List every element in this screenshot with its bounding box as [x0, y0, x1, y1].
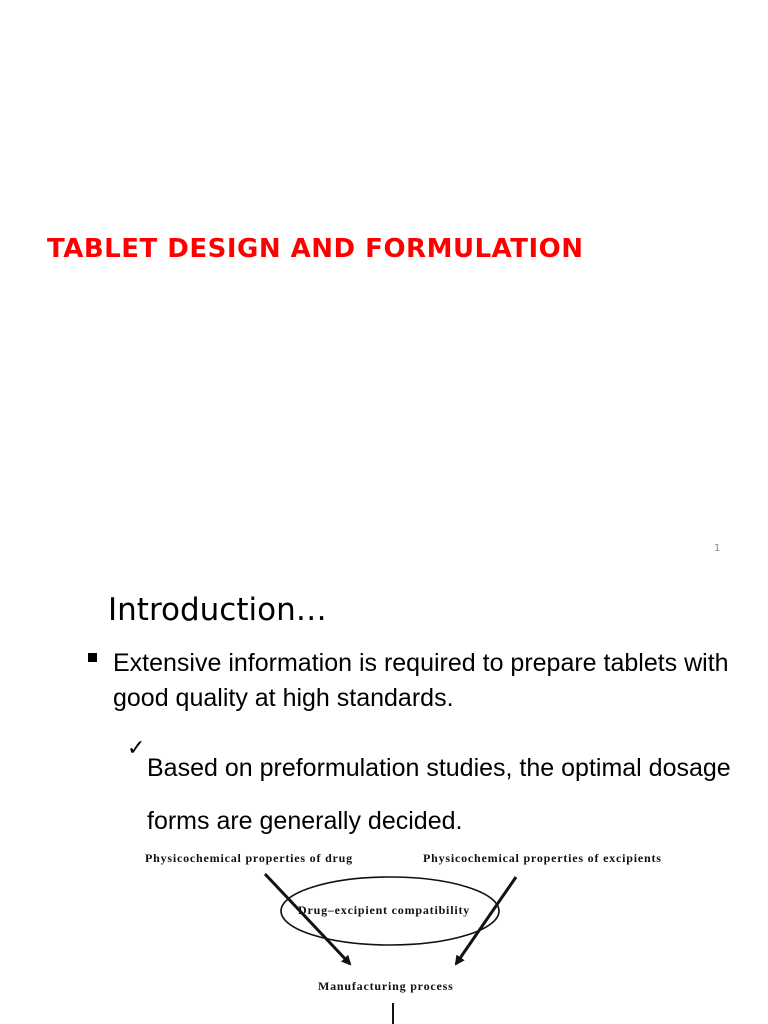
- checkmark-icon: ✓: [127, 736, 146, 761]
- label-manufacturing-process: Manufacturing process: [318, 979, 454, 993]
- arrow-drug-to-process: [265, 874, 350, 964]
- label-excipient-properties: Physicochemical properties of excipients: [423, 851, 662, 865]
- square-bullet-icon: [88, 653, 97, 662]
- section-heading: Introduction…: [108, 592, 327, 628]
- bullet-text: Extensive information is required to prepare tablets with good quality at high standards.: [113, 649, 729, 712]
- flow-diagram: [110, 840, 710, 1024]
- diagram-graphics: [110, 840, 710, 1024]
- slide-title: TABLET DESIGN AND FORMULATION: [47, 234, 584, 264]
- label-drug-properties: Physicochemical properties of drug: [145, 851, 353, 865]
- page-number: 1: [714, 543, 721, 554]
- label-compatibility: Drug–excipient compatibility: [298, 903, 471, 917]
- sub-bullet-text: Based on preformulation studies, the optimal dosage forms are generally decided.: [147, 754, 731, 835]
- arrow-excipients-to-process: [456, 877, 516, 964]
